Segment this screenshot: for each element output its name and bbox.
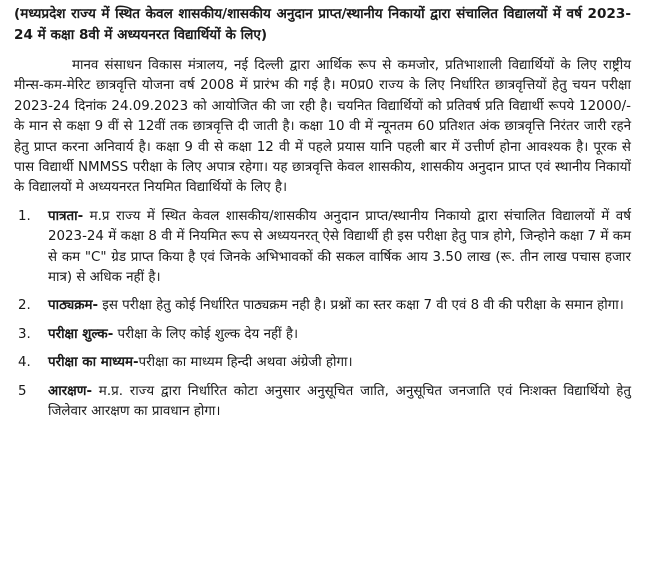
item-label: पाठ्यक्रम- — [48, 298, 99, 314]
item-body — [48, 353, 631, 373]
list-item — [14, 325, 631, 345]
item-text: इस परीक्षा हेतु कोई निर्धारित पाठ्यक्रम नही है। प्रश्नों का स्तर कक्षा 7 वी एवं 8 वी की परीक्षा के समान होगा। — [98, 298, 624, 314]
document-header: (मध्यप्रदेश राज्य में स्थित केवल शासकीय/शासकीय अनुदान प्राप्त/स्थानीय निकायों द्वारा संचालित विद्यालयों में वर्ष 2023-24 में कक्षा 8वी में अध्ययनरत विद्यार्थियों के लिए) — [14, 6, 631, 43]
item-label: परीक्षा का माध्यम- — [48, 355, 139, 371]
item-label: परीक्षा शुल्क- — [48, 326, 114, 342]
item-number: 2. — [18, 298, 31, 314]
list-item — [14, 382, 631, 423]
item-body — [48, 382, 631, 423]
item-text: परीक्षा का माध्यम हिन्दी अथवा अंग्रेजी होगा। — [138, 355, 353, 371]
item-text: परीक्षा के लिए कोई शुल्क देय नहीं है। — [113, 326, 299, 342]
item-number: 4. — [18, 355, 31, 371]
item-number: 3. — [18, 326, 31, 342]
item-label: आरक्षण- — [48, 383, 93, 399]
list-item — [14, 296, 631, 316]
item-text: म.प्र राज्य में स्थित केवल शासकीय/शासकीय अनुदान प्राप्त/स्थानीय निकायो द्वारा संचालित विद्यालयों में वर्ष 2023-24 में कक्षा 8 वी में नियमित रूप से अध्ययनरत् ऐसे विद्यार्थी ही इस परीक्षा हेतु पात्र होगे, जिन्होने कक्षा 7 में कम से कम "C" ग्रेड प्राप्त किया है एवं जिनके अभिभावकों की सकल वार्षिक आय 3.50 लाख (रू. तीन लाख पचास हजार मात्र) से अधिक नहीं है। — [48, 208, 631, 286]
rules-list — [14, 207, 631, 423]
list-item — [14, 207, 631, 289]
item-text: म.प्र. राज्य द्वारा निर्धारित कोटा अनुसार अनुसूचित जाति, अनुसूचित जनजाति एवं निःशक्त विद्यार्थियो हेतु जिलेवार आरक्षण का प्रावधान होगा। — [48, 383, 631, 420]
item-number: 5 — [18, 383, 27, 399]
item-number: 1. — [18, 208, 31, 224]
list-item — [14, 353, 631, 373]
item-body — [48, 207, 631, 289]
item-label: पात्रता- — [48, 208, 84, 224]
item-body — [48, 325, 631, 345]
item-body — [48, 296, 631, 316]
intro-paragraph: मानव संसाधन विकास मंत्रालय, नई दिल्ली द्वारा आर्थिक रूप से कमजोर, प्रतिभाशाली विद्यार्थियों के लिए राष्ट्रीय मीन्स-कम-मेरिट छात्रवृत्ति योजना वर्ष 2008 में प्रारंभ की गई है। म0प्र0 राज्य के लिए निर्धारित छात्रवृत्तियों हेतु चयन परीक्षा 2023-24 दिनांक 24.09.2023 को आयोजित की जा रही है। चयनित विद्यार्थियों को प्रतिवर्ष प्रति विद्यार्थी रूपये 12000/- के मान से कक्षा 9 वीं से 12वीं तक छात्रवृत्ति दी जाती है। कक्षा 10 वी में न्यूनतम 60 प्रतिशत अंक छात्रवृत्ति निरंतर जारी रहने हेतु प्राप्त करना अनिवार्य है। कक्षा 9 वी से कक्षा 12 वी में पहले प्रयास यानि पहली बार में उत्तीर्ण होना आवश्यक है। पूरक से पास विद्यार्थी NMMSS परीक्षा के लिए अपात्र रहेगा। यह छात्रवृत्ति केवल शासकीय, शासकीय अनुदान प्राप्त एवं स्थानीय निकायों के विद्यालयों मे अध्ययनरत नियमित विद्यार्थियों के लिए है। — [14, 58, 631, 196]
